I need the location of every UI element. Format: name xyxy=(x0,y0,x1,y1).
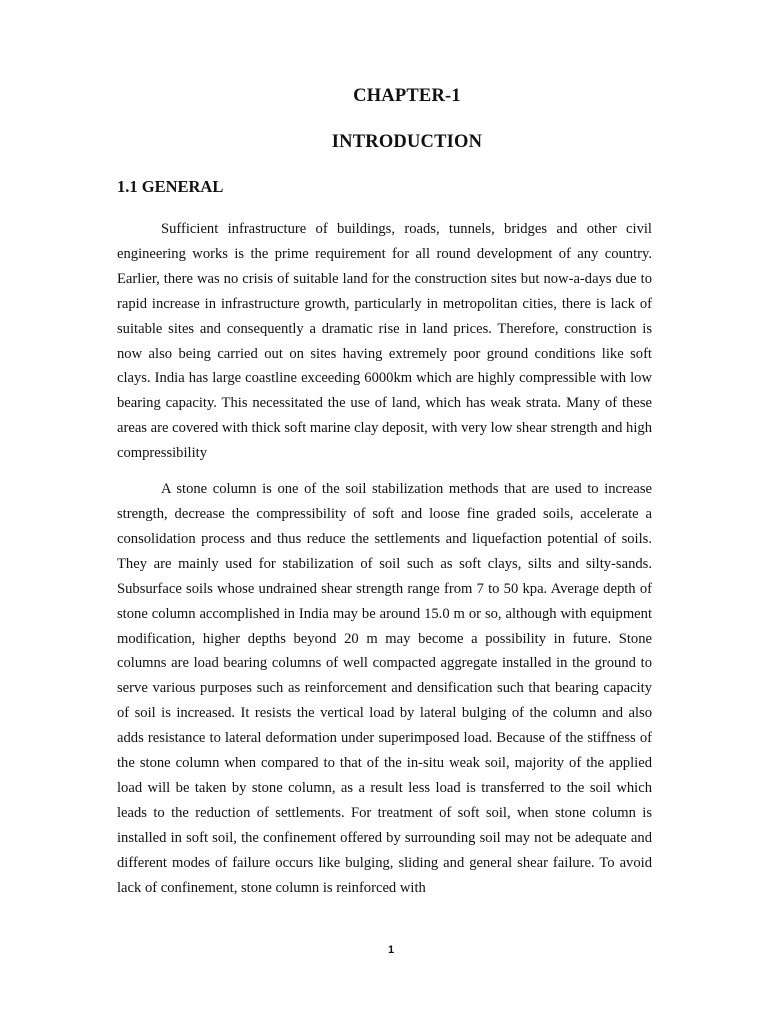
chapter-title: INTRODUCTION xyxy=(331,132,483,152)
section-heading: 1.1 GENERAL xyxy=(117,177,224,196)
body-text xyxy=(117,217,652,900)
paragraph-1: Sufficient infrastructure of buildings, roads, tunnels, bridges and other civil engineering works is the prime requirement for all round development of any country. Earlier, there was no crisis of suitable land for the construction sites but now-a-days due to rapid increase in infrastructure growth, particularly in metropolitan cities, there is lack of suitable sites and consequently a dramatic rise in land prices. Therefore, construction is now also being carried out on sites having extremely poor ground conditions like soft clays. India has large coastline exceeding 6000km which are highly compressible with low bearing capacity. This necessitated the use of land, which has weak strata. Many of these areas are covered with thick soft marine clay deposit, with very low shear strength and high compressibility xyxy=(117,221,652,462)
chapter-label: CHAPTER-1 xyxy=(353,86,461,106)
paragraph-2: A stone column is one of the soil stabilization methods that are used to increase strength, decrease the compressibility of soft and loose fine graded soils, accelerate a consolidation process and thus reduce the settlements and liquefaction potential of soils. They are mainly used for stabilization of soil such as soft clays, silts and silty-sands. Subsurface soils whose undrained shear strength range from 7 to 50 kpa. Average depth of stone column accomplished in India may be around 15.0 m or so, although with equipment modification, higher depths beyond 20 m may become a possibility in future. Stone columns are load bearing columns of well compacted aggregate installed in the ground to serve various purposes such as reinforcement and densification such that bearing capacity of soil is increased. It resists the vertical load by lateral bulging of the column and also adds resistance to lateral deformation under superimposed load. Because of the stiffness of the stone column when compared to that of the in-situ weak soil, majority of the applied load will be taken by stone column, as a result less load is transferred to the soil which leads to the reduction of settlements. For treatment of soft soil, when stone column is installed in soft soil, the confinement offered by surrounding soil may not be adequate and different modes of failure occurs like bulging, sliding and general shear failure. To avoid lack of confinement, stone column is reinforced with xyxy=(117,481,652,896)
page-number: 1 xyxy=(387,944,395,956)
